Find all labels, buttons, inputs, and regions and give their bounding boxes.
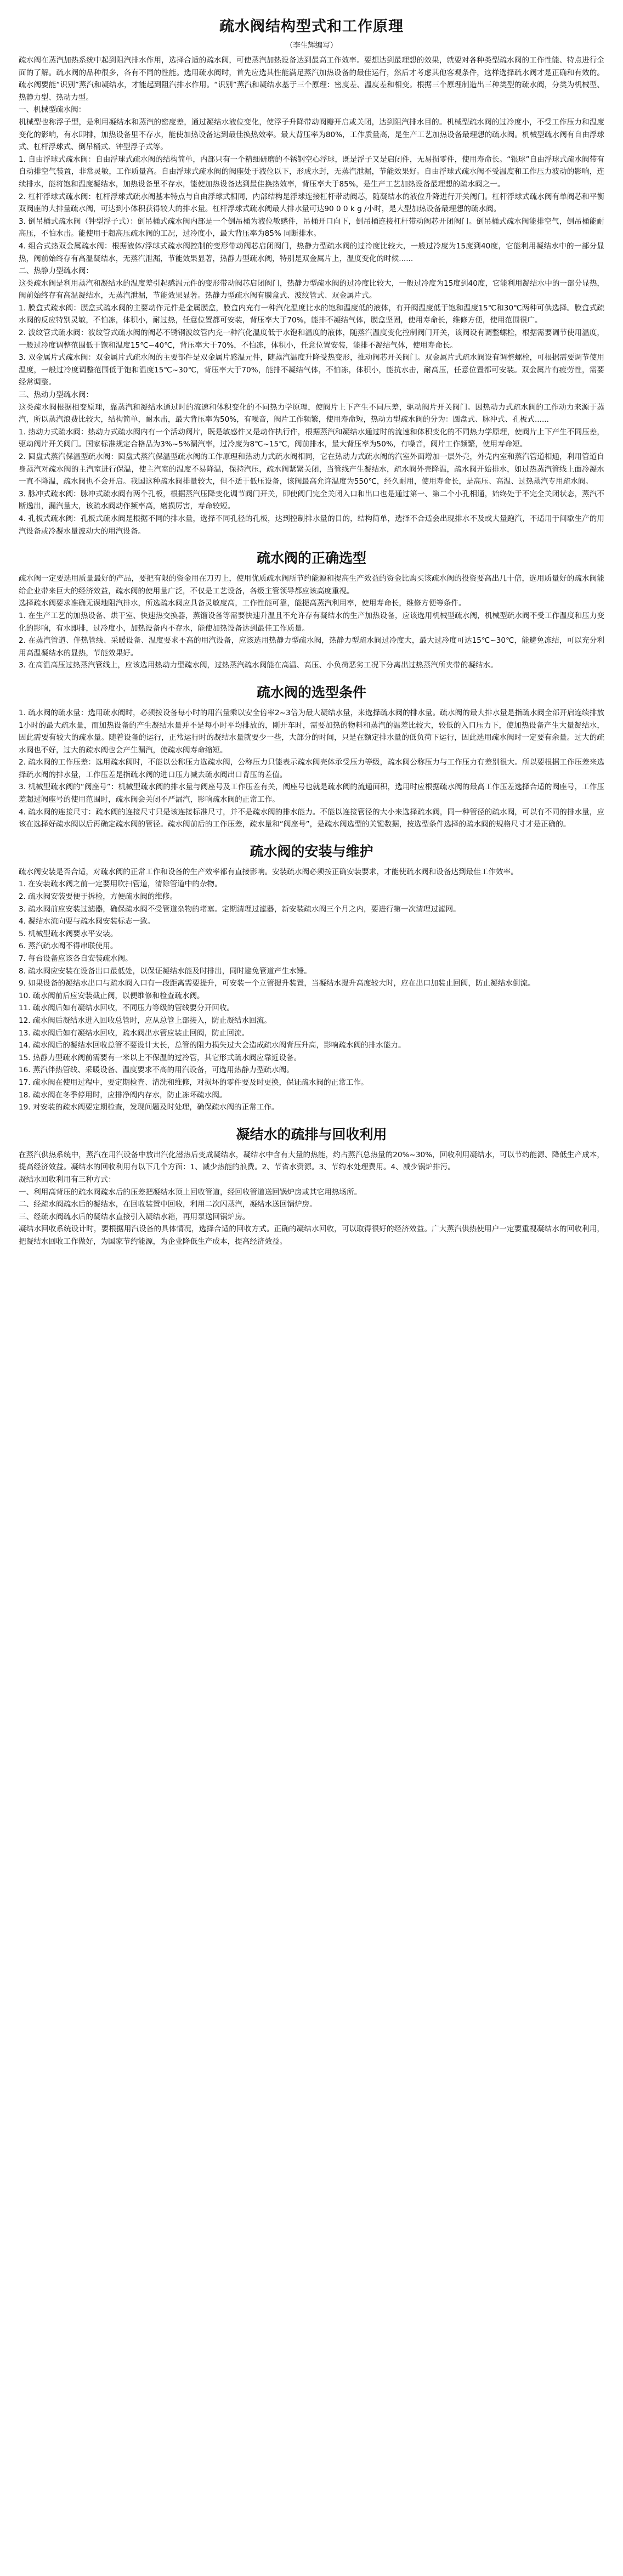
section	[19, 682, 604, 831]
paragraph: 14. 疏水阀后的凝结水回收总管不要设计太长，总管的阻力损失过大会造成疏水阀背压升高，影响疏水阀的排水能力。	[19, 1041, 406, 1050]
paragraph: 选择疏水阀要求准确无误地阻汽排水，所选疏水阀应具备灵敏度高，工作性能可靠，能提高蒸汽利用率，使用寿命长，维修方便等条件。	[19, 599, 466, 608]
paragraph: 1. 疏水阀的疏水量：选用疏水阀时，必须按设备每小时的用汽量乘以安全倍率2~3倍为最大凝结水量，来选择疏水阀的排水量。疏水阀的最大排水量是指疏水阀全部开启连续排放1小时的最大疏水量，而加热设备的产生凝结水量并不是每小时平均排放的，刚开车时，需要加热的物料和蒸汽的温差比较大，较低的入口压力下，使加热设备产生大量凝结水，因此需要有较大的疏水量。随着设备的运行，正常运行时的凝结水量就要少一些，大部分的时间，只是在额定排水量的低负荷下运行，因此选用疏水阀时一定要有余量。过大的疏水阀也不好，过大的疏水阀也会产生漏汽，使疏水阀寿命缩短。	[19, 708, 604, 755]
paragraph: 15. 热静力型疏水阀前需要有一米以上不保温的过冷管，其它形式疏水阀应靠近设备。	[19, 1053, 302, 1062]
paragraph: 1. 在安装疏水阀之前一定要用吹扫管道，清除管道中的杂物。	[19, 880, 222, 889]
paragraph: 二、热静力型疏水阀：	[19, 267, 93, 276]
paragraph: 4. 孔板式疏水阀：孔板式疏水阀是根据不同的排水量，选择不同孔径的孔板，达到控制排水量的目的，结构简单，选择不合适会出现排水不及或大量跑汽，不适用于间歇生产的用汽设备或冷凝水量波动大的用汽设备。	[19, 514, 604, 536]
paragraph: 这类疏水阀根据相变原理，靠蒸汽和凝结水通过时的流速和体积变化的不同热力学原理，使阀片上下产生不同压差，驱动阀片开关阀门。因热动力式疏水阀的工作动力来源于蒸汽，所以蒸汽浪费比较大，结构简单，耐水击，最大背压率为50%，有噪音，阀片工作频繁，使用寿命短，热动力型疏水阀的分为：圆盘式、脉冲式、孔板式......	[19, 403, 604, 424]
paragraph: 1. 自由浮球式疏水阀：自由浮球式疏水阀的结构简单，内部只有一个精细研磨的不锈钢空心浮球，既是浮子又是启闭件，无易损零件，使用寿命长。“银球”自由浮球式疏水阀带有自动排空气装置，非常灵敏，工作质量高。自由浮球式疏水阀的阀座处于液位以下，形成水封，无蒸汽泄漏，节能效果好。自由浮球式疏水阀不受温度和工作压力波动的影响，连续排水，能将饱和温度凝结水，加热设备里不存水，能使加热设备达到最佳换热效率，背压率大于85%，是生产工艺加热设备最理想的疏水阀之一。	[19, 155, 604, 189]
paragraph: 12. 疏水阀后凝结水进入回收总管时，应从总管上部接入，防止凝结水回流。	[19, 1016, 271, 1025]
paragraph: 2. 在蒸汽管道、伴热管线、采暖设备、温度要求不高的用汽设备，应该选用热静力型疏水阀，热静力型疏水阀过冷度大，最大过冷度可达15℃~30℃，能避免冻结，可以充分利用高温凝结水的显热，节能效果好。	[19, 636, 604, 658]
document-body	[19, 54, 604, 1248]
paragraph: 9. 如果设备的凝结水出口与疏水阀入口有一段距离需要提升，可安装一个立管提升装置，当凝结水提升高度较大时，应在出口加装止回阀，防止凝结水倒流。	[19, 979, 535, 988]
paragraph: 凝结水回收利用有三种方式：	[19, 1175, 116, 1184]
paragraph: 18. 疏水阀在冬季停用时，应排净阀内存水，防止冻坏疏水阀。	[19, 1090, 227, 1100]
paragraph: 疏水阀安装是否合适，对疏水阀的正常工作和设备的生产效率都有直接影响。安装疏水阀必须按正确安装要求，才能使疏水阀和设备达到最佳工作效率。	[19, 867, 518, 876]
paragraph: 2. 疏水阀的工作压差：选用疏水阀时，不能以公称压力选疏水阀，公称压力只能表示疏水阀壳体承受压力等级，疏水阀公称压力与工作压力有差别很大。所以要根据工作压差来选择疏水阀的排水量，工作压差是指疏水阀的进口压力减去疏水阀出口背压的差值。	[19, 758, 604, 779]
paragraph: 5. 机械型疏水阀要水平安装。	[19, 929, 118, 938]
paragraph: 11. 疏水阀后如有凝结水回收，不同压力等级的管线要分开回收。	[19, 1004, 234, 1013]
paragraph: 3. 脉冲式疏水阀：脉冲式疏水阀有两个孔板，根据蒸汽压降变化调节阀门开关，即使阀门完全关闭入口和出口也是通过第一、第二个小孔相通，始终处于不完全关闭状态，蒸汽不断逸出，漏汽量大，该疏水阀动作频率高，磨损厉害，寿命较短。	[19, 489, 604, 511]
section-heading: 疏水阀的安装与维护	[250, 843, 373, 859]
paragraph: 8. 疏水阀应安装在设备出口最低处，以保证凝结水能及时排出，同时避免管道产生水锤。	[19, 966, 312, 976]
paragraph: 3. 疏水阀前应安装过滤器，确保疏水阀不受管道杂物的堵塞。定期清理过滤器，新安装疏水阀三个月之内，要进行第一次清理过滤网。	[19, 904, 461, 914]
paragraph: 在蒸汽供热系统中，蒸汽在用汽设备中放出汽化潜热后变成凝结水，凝结水中含有大量的热能，约占蒸汽总热量的20%~30%，回收利用凝结水，可以节约能源、降低生产成本，提高经济效益。凝结水的回收利用有以下几个方面：1、减少热能的浪费。2、节省水资源。3、节约水处理费用。4、减少锅炉排污。	[19, 1150, 604, 1172]
paragraph: 1. 膜盒式疏水阀：膜盒式疏水阀的主要动作元件是金属膜盒，膜盒内充有一种汽化温度比水的饱和温度低的液体，有开阀温度低于饱和温度15℃和30℃两种可供选择。膜盒式疏水阀的反应特别灵敏，不怕冻，体积小，耐过热，任意位置都可安装，背压率大于70%，能排不凝结气体，膜盒坚固，使用寿命长，维修方便，使用范围很广。	[19, 303, 604, 325]
paragraph: 2. 疏水阀安装要便于拆检，方便疏水阀的维修。	[19, 892, 178, 902]
paragraph: 6. 蒸汽疏水阀不得串联使用。	[19, 942, 118, 951]
paragraph: 凝结水回收系统设计时，要根据用汽设备的具体情况，选择合适的回收方式。正确的凝结水回收，可以取得很好的经济效益。广大蒸汽供热使用户一定要重视凝结水的回收利用，把凝结水回收工作做好，为国家节约能源，为企业降低生产成本，提高经济效益。	[19, 1225, 604, 1246]
paragraph: 疏水阀一定要选用质量最好的产品，要把有限的资金用在刀刃上，使用优质疏水阀所节约能源和提高生产效益的资金比购买该疏水阀的投资要高出几十倍，选用质量好的疏水阀能给企业带来巨大的经济效益，疏水阀的使用量广泛，不仅是工艺设备，各级主管领导都应该高度重视。	[19, 574, 604, 596]
document-page	[0, 0, 623, 1264]
section-heading: 疏水阀的选型条件	[256, 684, 366, 700]
document-title: 疏水阀结构型式和工作原理	[219, 18, 404, 35]
paragraph: 这类疏水阀是利用蒸汽和凝结水的温度差引起感温元件的变形带动阀芯启闭阀门，热静力型疏水阀的过冷度比较大，一般过冷度为15度到40度，它能利用凝结水中的一部分显热，阀前始终存有高温凝结水，无蒸汽泄漏，节能效果显著。热静力型疏水阀有膜盒式、波纹管式、双金属片式。	[19, 279, 604, 301]
paragraph: 10. 疏水阀前后应安装截止阀，以便维修和检查疏水阀。	[19, 991, 205, 1000]
section	[19, 54, 604, 537]
paragraph: 三、经疏水阀疏水后的凝结水直接引入凝结水箱，再用泵送回锅炉房。	[19, 1212, 250, 1221]
paragraph: 一、利用高背压的疏水阀疏水后的压差把凝结水顶上回收管道，经回收管道送回锅炉房或其它用热场所。	[19, 1187, 362, 1197]
paragraph: 19. 对安装的疏水阀要定期检查，发现问题及时处理，确保疏水阀的正常工作。	[19, 1103, 279, 1112]
paragraph: 4. 组合式热双金属疏水阀：根据液体/浮球式疏水阀控制的变形带动阀芯启闭阀门，热静力型疏水阀的过冷度比较大，一般过冷度为15度到40度，它能利用凝结水中的一部分显热，阀前始终存有高温凝结水，无蒸汽泄漏，节能效果显著，热静力型疏水阀，特别是双金属片上，温度变化的时候......	[19, 241, 604, 263]
paragraph: 3. 倒吊桶式疏水阀（钟型浮子式）：倒吊桶式疏水阀内部是一个倒吊桶为液位敏感件，吊桶开口向下，倒吊桶连接杠杆带动阀芯开闭阀门。倒吊桶式疏水阀能排空气，倒吊桶能耐高压，不怕水击。能使用于超高压疏水阀的工况，过冷度小，最大背压率为85% 同断排水。	[19, 217, 604, 239]
section	[19, 547, 604, 672]
paragraph: 一、机械型疏水阀：	[19, 105, 86, 115]
paragraph: 2. 杠杆浮球式疏水阀：杠杆浮球式疏水阀基本特点与自由浮球式相同，内部结构是浮球连接杠杆带动阀芯，随凝结水的液位升降进行开关阀门。杠杆浮球式疏水阀有单阀芯和平衡双阀座的大排量疏水阀，可达到小体积获得较大的排水量。杠杆浮球式疏水阀最大排水量可达90 0 0 k g /小时，是大型加热设备最理想的疏水阀。	[19, 192, 604, 214]
section	[19, 841, 604, 1114]
paragraph: 1. 热动力式疏水阀：热动力式疏水阀内有一个活动阀片，既是敏感件又是动作执行件，根据蒸汽和凝结水通过时的流速和体积变化的不同热力学原理，使阀片上下产生不同压差，驱动阀片开关阀门。国家标准规定合格品为3%~5%漏汽率，过冷度为8℃~15℃，阀前排水，最大背压率为50%，有噪音，阀片工作频繁，使用寿命短。	[19, 427, 604, 449]
paragraph: 13. 疏水阀后如有凝结水回收，疏水阀出水管应装止回阀，防止回流。	[19, 1028, 250, 1038]
paragraph: 三、热动力型疏水阀：	[19, 390, 93, 400]
paragraph: 2. 圆盘式蒸汽保温型疏水阀：圆盘式蒸汽保温型疏水阀的工作原理和热动力式疏水阀相同，它在热动力式疏水阀的汽室外面增加一层外壳，外壳内室和蒸汽管道相通，利用管道自身蒸汽对疏水阀的主汽室进行保温，使主汽室的温度不易降温，保持汽压，疏水阀紧紧关闭，当管线产生凝结水，疏水阀外壳降温，疏水阀开始排水，如过热蒸汽管线上面冷凝水一直不降温，疏水阀也不会开启。我国这种疏水阀排量较大，但不适于低压设备，该阀最高允许温度为550℃，经久耐用，使用寿命长，是高压、高温、过热蒸汽专用疏水阀。	[19, 452, 604, 486]
paragraph: 16. 蒸汽伴热管线、采暖设备、温度要求不高的用汽设备，可选用热静力型疏水阀。	[19, 1066, 294, 1075]
paragraph: 二、经疏水阀疏水后的凝结水，在回收装置中回收，利用二次闪蒸汽，凝结水送回锅炉房。	[19, 1200, 317, 1209]
paragraph: 机械型也称浮子型，是利用凝结水和蒸汽的密度差，通过凝结水液位变化，使浮子升降带动阀瓣开启或关闭，达到阻汽排水目的。机械型疏水阀的过冷度小，不受工作压力和温度变化的影响，有水即排，加热设备里不存水，能使加热设备达到最佳换热效率。最大背压率为80%，工作质量高，是生产工艺加热设备最理想的疏水阀。机械型疏水阀有自由浮球式、杠杆浮球式、倒吊桶式、钟型浮子式等。	[19, 117, 604, 152]
paragraph: 3. 机械型疏水阀的“阀座号”：机械型疏水阀的排水量与阀座号及工作压差有关，阀座号也就是疏水阀的流通面积，选用时应根据疏水阀的最高工作压差选择合适的阀座号，工作压差超过阀座号的使用范围时，疏水阀会关闭不严漏汽，影响疏水阀的正常工作。	[19, 783, 604, 805]
section	[19, 1124, 604, 1248]
author-line: （李生辉编写）	[285, 41, 338, 50]
paragraph: 4. 凝结水流向要与疏水阀安装标志一致。	[19, 917, 155, 926]
section-heading: 凝结水的疏排与回收利用	[236, 1126, 387, 1142]
paragraph: 4. 疏水阀的连接尺寸：疏水阀的连接尺寸只是该连接标准尺寸，并不是疏水阀的排水能力。不能以连接管径的大小来选择疏水阀，同一种管径的疏水阀，可以有不同的排水量，应该在选择好疏水阀以后再确定疏水阀的管径。疏水阀前后的工作压差，疏水量和“阀座号”，是疏水阀选型的关键数据，按选型条件选择的疏水阀的规格尺寸才是正确的。	[19, 807, 604, 829]
section-heading: 疏水阀的正确选型	[256, 550, 366, 567]
paragraph: 3. 双金属片式疏水阀：双金属片式疏水阀的主要部件是双金属片感温元件，随蒸汽温度升降受热变形，推动阀芯开关阀门。双金属片式疏水阀设有调整螺栓，可根据需要调节使用温度，一般过冷度调整范围低于饱和温度15℃~30℃，背压率大于70%，能排不凝结气体，不怕冻，体积小，能抗水击，耐高压，任意位置都可安装。双金属片有疲劳性，需要经常调整。	[19, 353, 604, 387]
paragraph: 3. 在高温高压过热蒸汽管线上，应该选用热动力型疏水阀，过热蒸汽疏水阀能在高温、高压、小负荷恶劣工况下分离出过热蒸汽所夹带的凝结水。	[19, 661, 498, 670]
paragraph: 1. 在生产工艺的加热设备、烘干室、快速热交换器，蒸馏设备等需要快速升温且不允许存有凝结水的生产加热设备，应该选用机械型疏水阀，机械型疏水阀不受工作温度和压力变化的影响，有水即排，过冷度小，加热设备内不存水，能使加热设备达到最佳工作质量。	[19, 611, 604, 633]
paragraph: 疏水阀在蒸汽加热系统中起到阻汽排水作用，选择合适的疏水阀，可使蒸汽加热设备达到最高工作效率。要想达到最理想的效果，就要对各种类型疏水阀的工作性能、特点进行全面的了解。疏水阀的品种很多，各有不同的性能。选用疏水阀时，首先应选其性能满足蒸汽加热设备的最佳运行，然后才考虑其他客观条件，这样选择疏水阀才是正确和有效的。疏水阀要能“识别”蒸汽和凝结水，才能起到阻汽排水作用。“识别”蒸汽和凝结水基于三个原理：密度差、温度差和相变。根据三个原理制造出三种类型的疏水阀，分类为机械型、热静力型、热动力型。	[19, 56, 604, 102]
paragraph: 17. 疏水阀在使用过程中，要定期检查、清洗和维修，对损坏的零件要及时更换，保证疏水阀的正常工作。	[19, 1078, 369, 1087]
paragraph: 7. 每台设备应该各自安装疏水阀。	[19, 954, 133, 963]
paragraph: 2. 波纹管式疏水阀：波纹管式疏水阀的阀芯不锈钢波纹管内充一种汽化温度低于水饱和温度的液体，随蒸汽温度变化控制阀门开关，该阀设有调整螺栓，根据需要调节使用温度，一般过冷度调整范围低于饱和温度15℃~40℃，背压率大于70%，不怕冻，体积小，任意位置安装，能排不凝结气体，使用寿命长。	[19, 329, 604, 350]
